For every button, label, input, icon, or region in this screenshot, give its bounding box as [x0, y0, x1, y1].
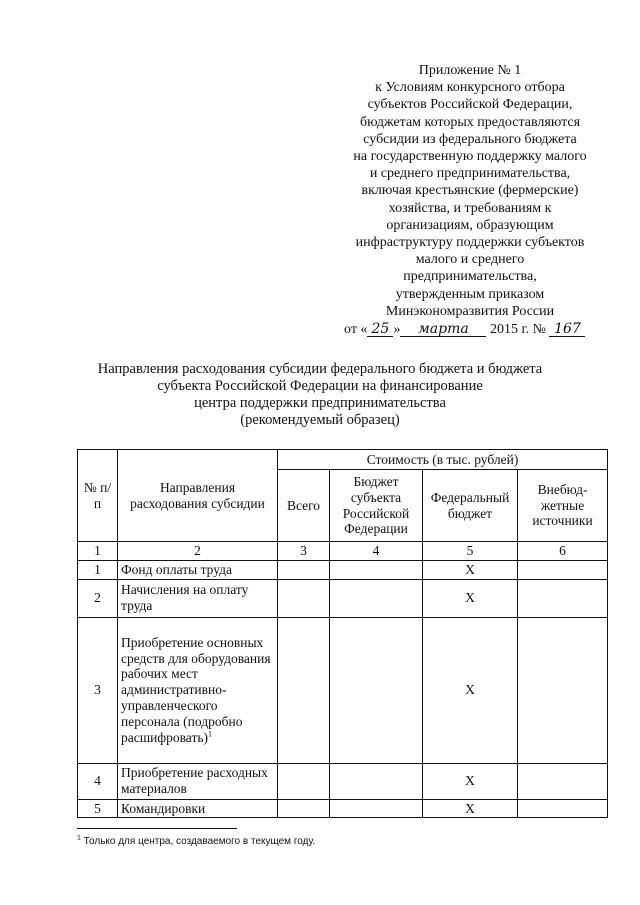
appendix-line: Приложение № 1	[418, 63, 522, 78]
row-name-text: Приобретение расходных материалов	[121, 765, 268, 797]
footnote-divider	[77, 828, 237, 829]
row-num: 2	[78, 579, 118, 617]
column-number: 2	[118, 542, 278, 561]
row-name-text: Командировки	[121, 800, 206, 816]
cell-other	[518, 617, 608, 763]
row-name-text: Приобретение основных средств для оборудования рабочих мест административно-управленческого персонала (подробно расшифровать)	[121, 634, 271, 745]
appendix-line: субъектов Российской Федерации,	[367, 97, 573, 113]
footnote	[77, 836, 315, 847]
appendix-line: малого и среднего	[415, 252, 525, 268]
cell-federal: X	[423, 799, 518, 818]
appendix-line: на государственную поддержку малого	[353, 149, 587, 165]
row-name	[118, 799, 278, 818]
appendix-line: и среднего предпринимательства,	[369, 166, 571, 182]
table-row	[78, 763, 608, 799]
cell-total	[278, 617, 330, 763]
appendix-line: к Условиям конкурсного отбора	[375, 80, 565, 96]
document-title	[80, 361, 560, 429]
cell-regional	[330, 560, 423, 579]
order-number-handwritten: 167	[549, 322, 585, 337]
header-direction: Направления расходования субсидии	[118, 450, 278, 542]
header-federal-budget: Федеральный бюджет	[423, 470, 518, 542]
row-num: 1	[78, 560, 118, 579]
table-row	[78, 579, 608, 617]
cell-federal: X	[423, 560, 518, 579]
footnote-text: Только для центра, создаваемого в текущем году.	[80, 836, 316, 847]
cell-regional	[330, 617, 423, 763]
cell-total	[278, 763, 330, 799]
table-row	[78, 799, 608, 818]
footnote-ref: 1	[208, 729, 212, 739]
appendix-line: предпринимательства,	[403, 269, 537, 285]
column-number: 6	[518, 542, 608, 561]
appendix-line: инфраструктуру поддержки субъектов	[355, 235, 585, 251]
title-line: (рекомендуемый образец)	[240, 412, 400, 428]
appendix-line: включая крестьянские (фермерские)	[361, 183, 579, 199]
header-num: № п/п	[78, 450, 118, 542]
row-name	[118, 617, 278, 763]
cell-federal: X	[423, 579, 518, 617]
cell-other	[518, 560, 608, 579]
column-number-row	[78, 542, 608, 561]
appendix-line: бюджетам которых предоставляются	[359, 114, 581, 130]
row-num: 3	[78, 617, 118, 763]
row-name-text: Фонд оплаты труда	[121, 561, 232, 577]
table-row	[78, 560, 608, 579]
header-other-sources: Внебюд- жетные источники	[518, 470, 608, 542]
appendix-line: Минэкономразвития России	[385, 303, 555, 319]
cell-other	[518, 799, 608, 818]
cell-regional	[330, 579, 423, 617]
row-name-text: Начисления на оплату труда	[121, 582, 249, 614]
appendix-line: хозяйства, и требованиям к	[388, 200, 552, 216]
title-line: центра поддержки предпринимательства	[194, 395, 446, 411]
order-year: 2015 г. №	[486, 322, 550, 337]
table-row	[78, 617, 608, 763]
cell-total	[278, 560, 330, 579]
title-line: Направления расходования субсидии федерального бюджета и бюджета	[97, 361, 543, 377]
header-total: Всего	[278, 470, 330, 542]
order-mid: »	[393, 322, 401, 337]
row-num: 4	[78, 763, 118, 799]
appendix-line: организациям, образующим	[386, 217, 554, 233]
column-number: 4	[330, 542, 423, 561]
column-number: 3	[278, 542, 330, 561]
order-prefix: от «	[344, 322, 368, 337]
column-number: 1	[78, 542, 118, 561]
cell-regional	[330, 799, 423, 818]
cell-other	[518, 579, 608, 617]
cell-total	[278, 579, 330, 617]
row-num: 5	[78, 799, 118, 818]
footnote-mark: 1	[77, 834, 81, 842]
order-reference	[344, 321, 614, 339]
expenses-table	[77, 449, 608, 818]
row-name	[118, 579, 278, 617]
cell-federal: X	[423, 763, 518, 799]
cell-total	[278, 799, 330, 818]
appendix-header	[330, 62, 610, 320]
row-name	[118, 560, 278, 579]
column-number: 5	[423, 542, 518, 561]
cell-other	[518, 763, 608, 799]
title-line: субъекта Российской Федерации на финансирование	[157, 378, 483, 394]
appendix-line: субсидии из федерального бюджета	[363, 131, 577, 147]
row-name	[118, 763, 278, 799]
cell-regional	[330, 763, 423, 799]
header-cost-group: Стоимость (в тыс. рублей)	[278, 450, 608, 470]
order-month-handwritten: марта	[400, 322, 486, 337]
appendix-line: утвержденным приказом	[395, 286, 545, 302]
header-regional-budget: Бюджет субъекта Российской Федерации	[330, 470, 423, 542]
order-day-handwritten: 25	[367, 322, 393, 337]
cell-federal: X	[423, 617, 518, 763]
